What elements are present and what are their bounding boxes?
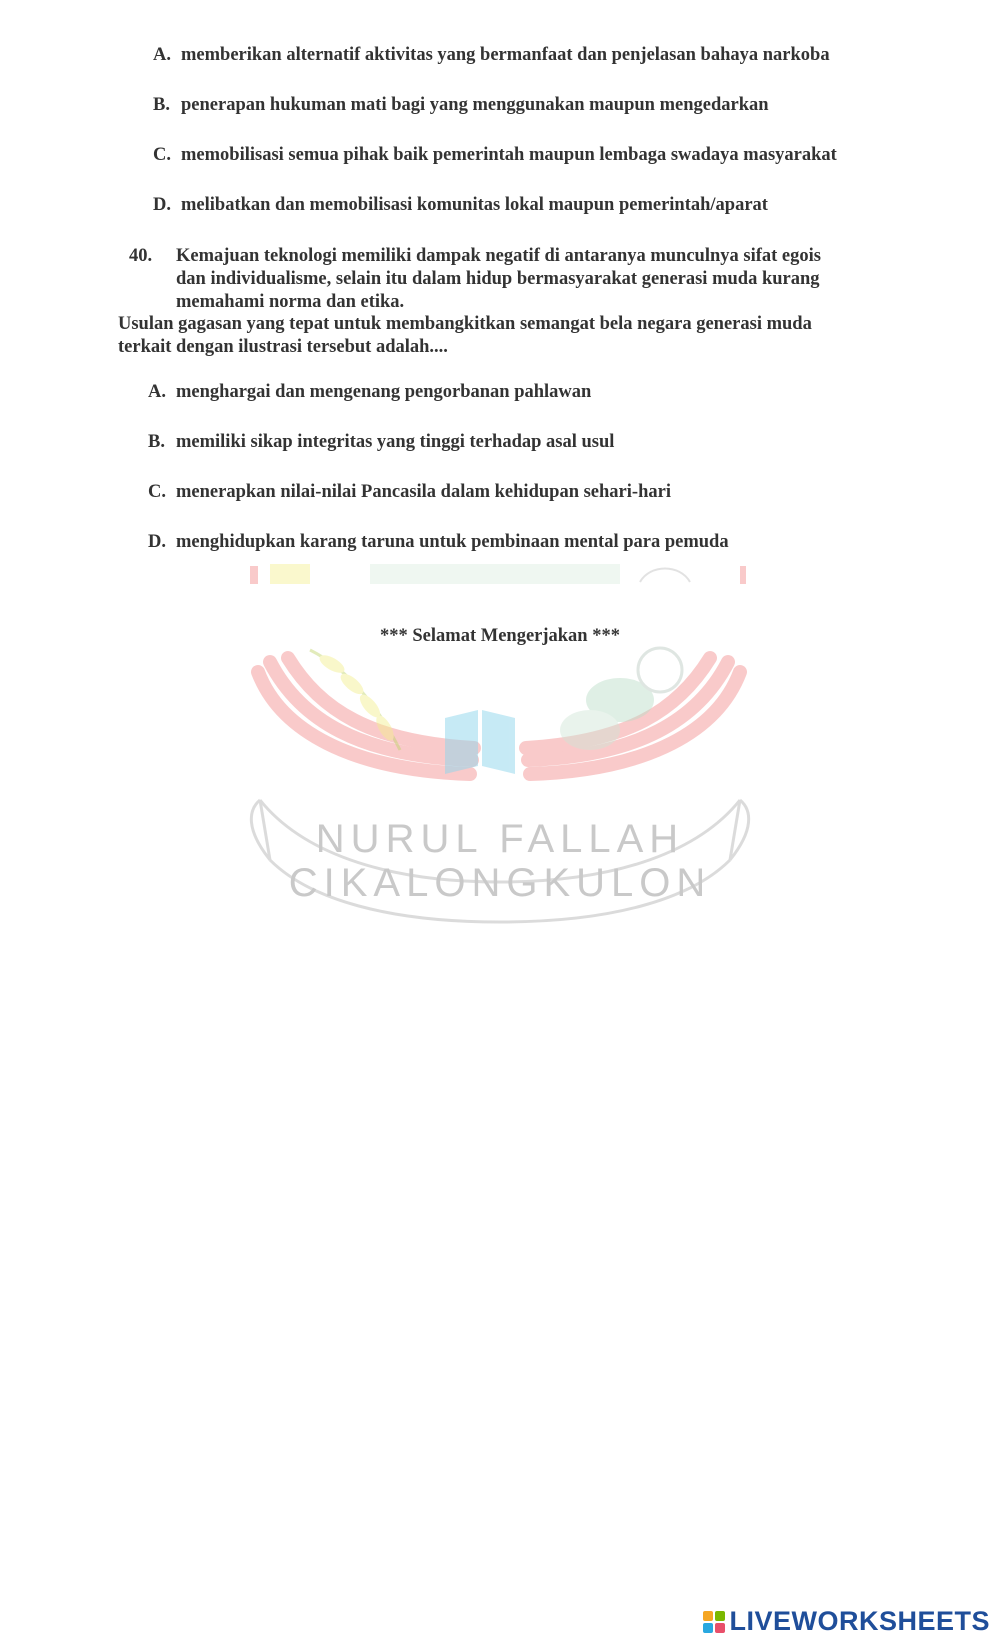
option-letter: D.: [148, 532, 166, 552]
q40-question-line-2: terkait dengan ilustrasi tersebut adalah....: [118, 337, 448, 357]
option-letter: B.: [148, 432, 165, 452]
q40-option-c[interactable]: [148, 481, 671, 503]
liveworksheets-wordmark: LIVEWORKSHEETS: [729, 1606, 990, 1636]
option-letter: D.: [153, 195, 171, 215]
option-text: penerapan hukuman mati bagi yang menggunakan maupun mengedarkan: [181, 95, 769, 115]
option-text: menghidupkan karang taruna untuk pembinaan mental para pemuda: [176, 532, 729, 552]
q40-number: 40.: [129, 246, 153, 266]
q40-stem-line-2: dan individualisme, selain itu dalam hidup bermasyarakat generasi muda kurang: [176, 269, 820, 289]
q40-option-a[interactable]: [148, 381, 591, 403]
liveworksheets-tiles-icon: [703, 1611, 725, 1633]
watermark-strip: [240, 562, 760, 584]
q40-option-d[interactable]: [148, 531, 729, 553]
watermark-line1: NURUL FALLAH: [315, 817, 685, 861]
option-text: menghargai dan mengenang pengorbanan pahlawan: [176, 382, 592, 402]
school-logo-watermark: [240, 560, 760, 940]
closing-message: *** Selamat Mengerjakan ***: [380, 626, 620, 646]
tile: [703, 1623, 713, 1633]
watermark-line2: CIKALONGKULON: [288, 861, 712, 905]
option-text: menerapkan nilai-nilai Pancasila dalam kehidupan sehari-hari: [176, 482, 671, 502]
q39-option-b[interactable]: [153, 94, 769, 116]
option-letter: B.: [153, 95, 170, 115]
option-letter: A.: [148, 382, 166, 402]
q39-option-c[interactable]: [153, 144, 837, 166]
q39-option-d[interactable]: [153, 194, 768, 216]
q40-stem-line-3: memahami norma dan etika.: [176, 292, 405, 312]
option-text: memberikan alternatif aktivitas yang bermanfaat dan penjelasan bahaya narkoba: [181, 45, 830, 65]
tile: [715, 1611, 725, 1621]
option-text: memobilisasi semua pihak baik pemerintah maupun lembaga swadaya masyarakat: [181, 145, 837, 165]
liveworksheets-logo: [703, 1606, 990, 1637]
option-text: melibatkan dan memobilisasi komunitas lokal maupun pemerintah/aparat: [181, 195, 768, 215]
option-letter: A.: [153, 45, 171, 65]
option-letter: C.: [148, 482, 166, 502]
q40-stem-line-1: Kemajuan teknologi memiliki dampak negatif di antaranya munculnya sifat egois: [176, 246, 821, 266]
tile: [715, 1623, 725, 1633]
q40-question-line-1: Usulan gagasan yang tepat untuk membangkitkan semangat bela negara generasi muda: [118, 314, 812, 334]
q39-option-a[interactable]: [153, 44, 830, 66]
tile: [703, 1611, 713, 1621]
option-text: memiliki sikap integritas yang tinggi terhadap asal usul: [176, 432, 615, 452]
option-letter: C.: [153, 145, 171, 165]
q40-option-b[interactable]: [148, 431, 614, 453]
